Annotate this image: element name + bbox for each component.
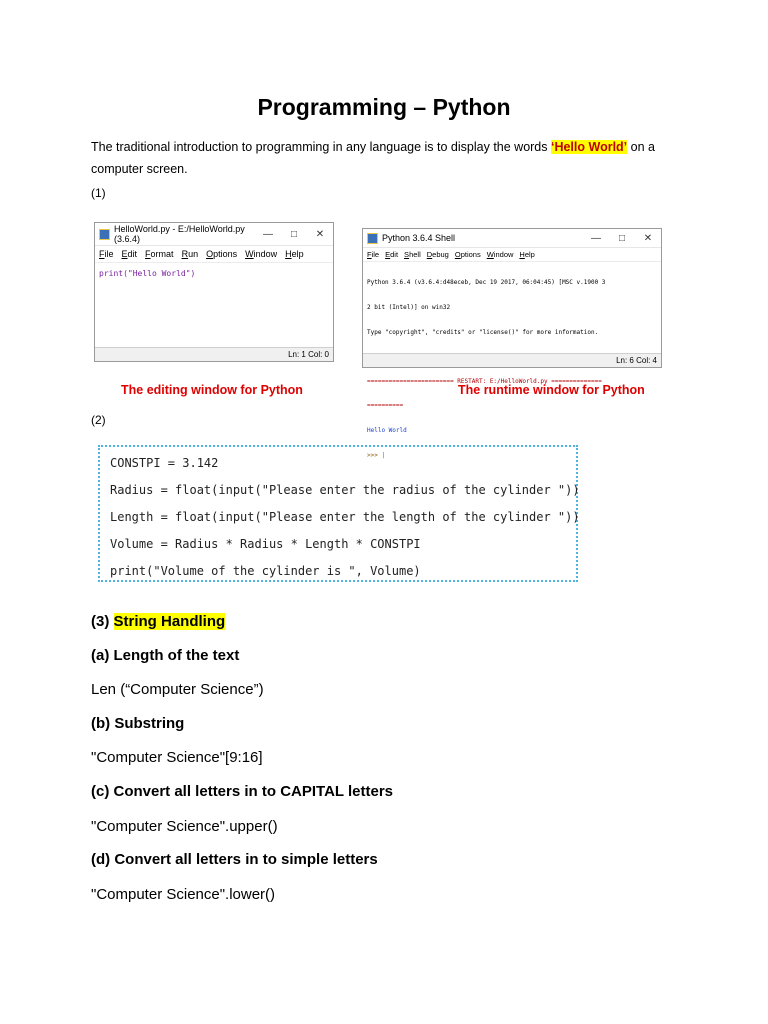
intro-text: The traditional introduction to programming in any language is to display the words: [91, 140, 551, 154]
menu-debug[interactable]: Debug: [426, 250, 449, 259]
string-handling-highlight: String Handling: [113, 613, 226, 630]
menu-format[interactable]: Format: [145, 249, 174, 259]
shell-menubar: [363, 248, 661, 262]
minimize-icon[interactable]: —: [263, 228, 273, 240]
menu-edit[interactable]: Edit: [385, 250, 399, 259]
python-file-icon: [99, 229, 110, 240]
code-line: Length = float(input("Please enter the length of the cylinder ")): [110, 510, 580, 524]
section-3-heading: [91, 613, 225, 630]
menu-options[interactable]: Options: [206, 249, 238, 259]
shell-line: Python 3.6.4 (v3.6.4:d48eceb, Dec 19 2017, 06:04:45) [MSC v.1900 3: [367, 279, 606, 287]
page-title: Programming – Python: [257, 94, 511, 120]
editor-window: [94, 222, 334, 362]
code-line: Volume = Radius * Radius * Length * CONSTPI: [110, 537, 421, 551]
editor-title: HelloWorld.py - E:/HelloWorld.py (3.6.4): [114, 224, 245, 244]
code-line: Radius = float(input("Please enter the radius of the cylinder ")): [110, 483, 580, 497]
shell-titlebar: [363, 229, 661, 248]
code-box: [98, 445, 578, 582]
shell-line: ==========: [367, 402, 404, 410]
shell-title: Python 3.6.4 Shell: [382, 233, 456, 243]
hello-world-highlight: ‘Hello World’: [550, 140, 628, 154]
python-shell-icon: [367, 233, 378, 244]
menu-window[interactable]: Window: [486, 250, 514, 259]
maximize-icon[interactable]: □: [290, 228, 298, 240]
marker-2: (2): [91, 413, 106, 427]
item-b-example: "Computer Science"[9:16]: [91, 749, 263, 766]
item-a-example: Len (“Computer Science”): [91, 681, 264, 698]
shell-status: Ln: 6 Col: 4: [363, 353, 661, 367]
menu-edit[interactable]: Edit: [121, 249, 138, 259]
menu-help[interactable]: Help: [285, 249, 304, 259]
shell-caption: The runtime window for Python: [458, 383, 645, 397]
menu-shell[interactable]: Shell: [404, 250, 421, 259]
maximize-icon[interactable]: □: [618, 232, 626, 244]
item-c-heading: (c) Convert all letters in to CAPITAL letters: [91, 783, 393, 800]
shell-line: Type "copyright", "credits" or "license()" for more information.: [367, 328, 599, 336]
close-icon[interactable]: ✕: [315, 228, 325, 240]
code-line: CONSTPI = 3.142: [110, 456, 219, 470]
editor-caption: The editing window for Python: [121, 383, 303, 397]
editor-text-area[interactable]: [95, 267, 333, 280]
editor-code: print("Hello World"): [99, 269, 196, 278]
item-a-heading: (a) Length of the text: [91, 647, 240, 664]
menu-run[interactable]: Run: [181, 249, 199, 259]
item-b-heading: (b) Substring: [91, 715, 185, 732]
close-icon[interactable]: ✕: [643, 232, 653, 244]
shell-line: 2 bit (Intel)] on win32: [367, 304, 451, 312]
shell-output-line: Hello World: [367, 427, 407, 435]
editor-menubar: [95, 246, 333, 263]
item-c-example: "Computer Science".upper(): [91, 818, 278, 835]
intro-paragraph: [91, 136, 681, 180]
editor-status: Ln: 1 Col: 0: [95, 347, 333, 361]
item-d-heading: (d) Convert all letters in to simple letters: [91, 851, 378, 868]
section-3-prefix: (3): [91, 613, 114, 630]
editor-titlebar: [95, 223, 333, 246]
code-line: print("Volume of the cylinder is ", Volume): [110, 564, 421, 578]
marker-1: (1): [91, 186, 106, 200]
intro-text-end: on a computer screen.: [91, 140, 655, 176]
menu-window[interactable]: Window: [245, 249, 278, 259]
menu-file[interactable]: File: [99, 249, 114, 259]
minimize-icon[interactable]: —: [591, 232, 601, 244]
menu-help[interactable]: Help: [519, 250, 535, 259]
menu-file[interactable]: File: [367, 250, 380, 259]
shell-line: ======================== RESTART: E:/HelloWorld.py ==============: [367, 377, 602, 385]
menu-options[interactable]: Options: [454, 250, 481, 259]
shell-prompt: >>> |: [367, 451, 386, 459]
item-d-example: "Computer Science".lower(): [91, 886, 276, 903]
